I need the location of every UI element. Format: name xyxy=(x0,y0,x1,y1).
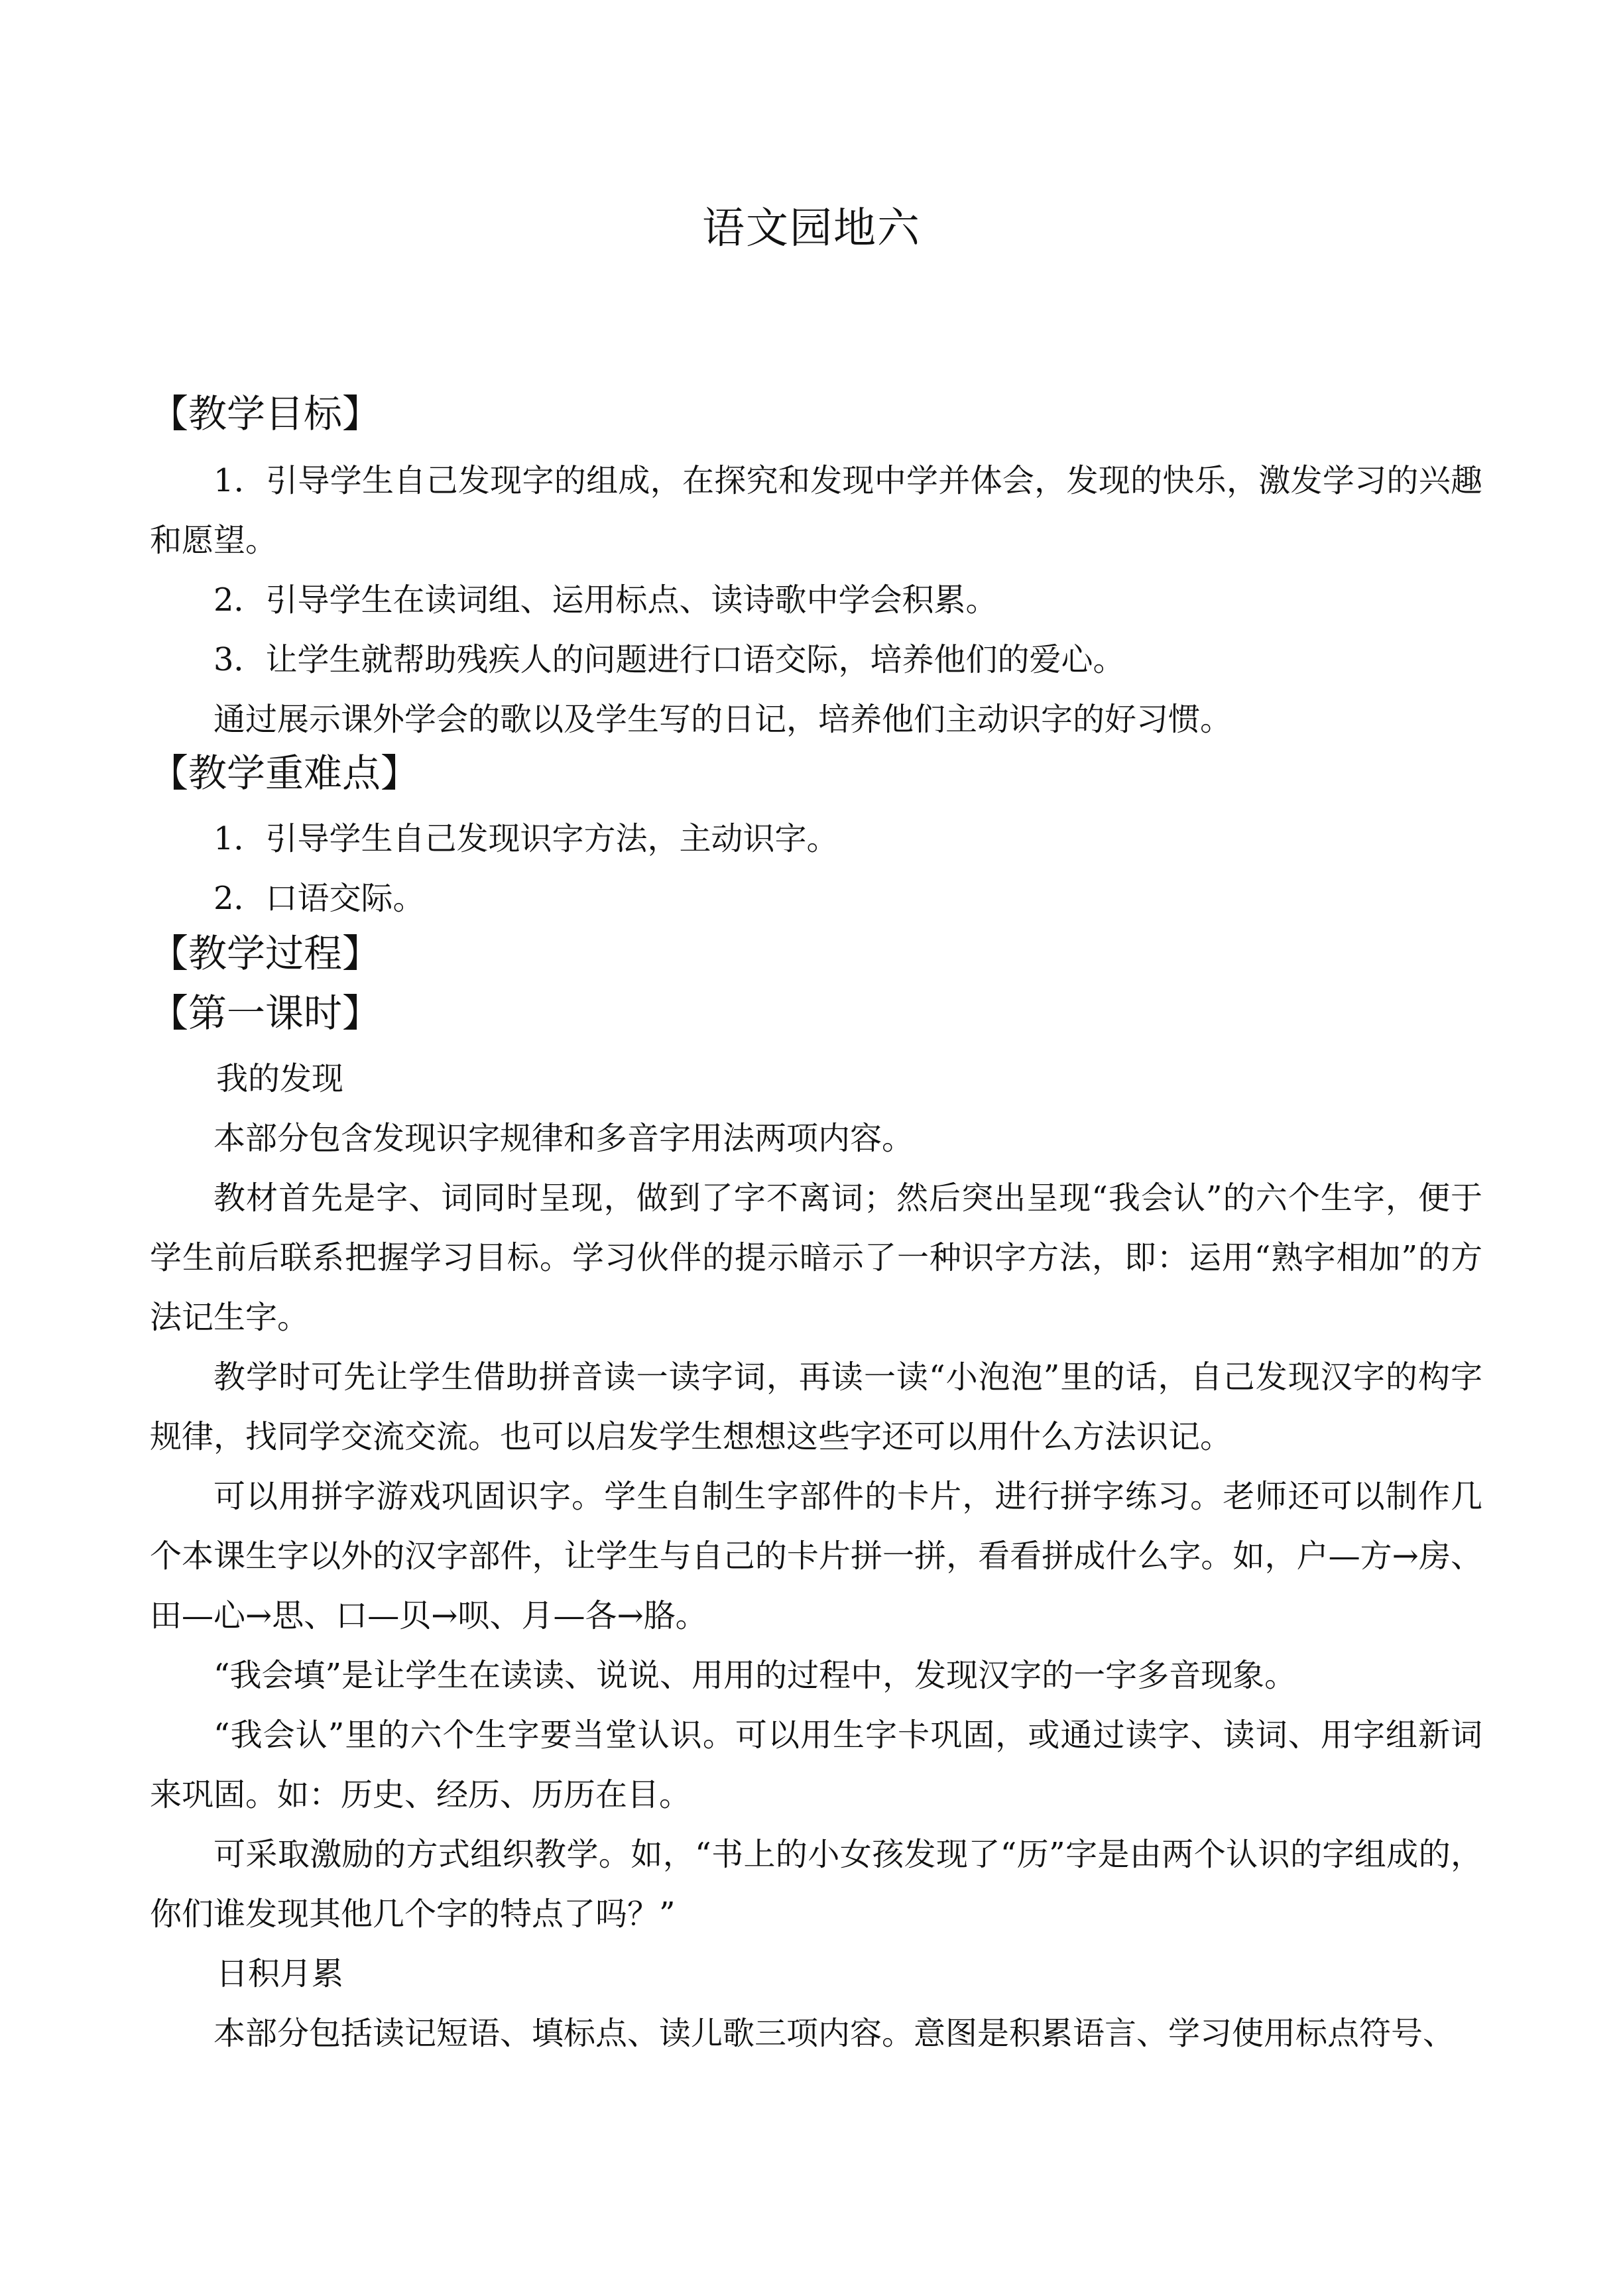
key-point-item-1: 1．引导学生自己发现识字方法，主动识字。 xyxy=(213,820,839,857)
section-heading-process: 【教学过程】 xyxy=(150,931,381,976)
section-heading-objectives: 【教学目标】 xyxy=(150,391,381,436)
discovery-paragraph-6: “我会认”里的六个生字要当堂认识。可以用生字卡巩固，或通过读字、读词、用字组新词来巩固。如：历史、经历、历历在目。 xyxy=(150,1717,1482,1813)
key-point-item-2: 2．口语交际。 xyxy=(213,880,425,917)
discovery-paragraph-2: 教材首先是字、词同时呈现，做到了字不离词；然后突出呈现“我会认”的六个生字，便于学生前后联系把握学习目标。学习伙伴的提示暗示了一种识字方法，即：运用“熟字相加”的方法记生字。 xyxy=(150,1179,1482,1336)
section-heading-key-points: 【教学重难点】 xyxy=(150,751,420,796)
objective-item-2: 2．引导学生在读词组、运用标点、读诗歌中学会积累。 xyxy=(213,581,998,619)
subheading-accumulation: 日积月累 xyxy=(216,1955,344,1992)
objective-item-3: 3．让学生就帮助残疾人的问题进行口语交际，培养他们的爱心。 xyxy=(213,641,1125,678)
document-title: 语文园地六 xyxy=(702,204,921,253)
section-heading-lesson-one: 【第一课时】 xyxy=(150,991,381,1036)
discovery-paragraph-3: 教学时可先让学生借助拼音读一读字词，再读一读“小泡泡”里的话，自己发现汉字的构字规律，找同学交流交流。也可以启发学生想想这些字还可以用什么方法识记。 xyxy=(150,1359,1482,1455)
objective-item-1: 1．引导学生自己发现字的组成，在探究和发现中学并体会，发现的快乐，激发学习的兴趣和愿望。 xyxy=(150,462,1482,559)
discovery-paragraph-4: 可以用拼字游戏巩固识字。学生自制生字部件的卡片，进行拼字练习。老师还可以制作几个本课生字以外的汉字部件，让学生与自己的卡片拼一拼，看看拼成什么字。如，户—方→房、田—心→思、口—贝→呗、月—各→胳。 xyxy=(150,1478,1482,1634)
discovery-paragraph-7: 可采取激励的方式组织教学。如，“书上的小女孩发现了“历”字是由两个认识的字组成的，你们谁发现其他几个字的特点了吗？” xyxy=(150,1836,1482,1933)
discovery-paragraph-5: “我会填”是让学生在读读、说说、用用的过程中，发现汉字的一字多音现象。 xyxy=(213,1657,1297,1694)
discovery-paragraph-1: 本部分包含发现识字规律和多音字用法两项内容。 xyxy=(213,1120,914,1157)
subheading-discovery: 我的发现 xyxy=(216,1060,344,1097)
accumulation-paragraph-1: 本部分包括读记短语、填标点、读儿歌三项内容。意图是积累语言、学习使用标点符号、 xyxy=(213,2015,1455,2052)
objective-item-4: 通过展示课外学会的歌以及学生写的日记，培养他们主动识字的好习惯。 xyxy=(213,701,1232,738)
